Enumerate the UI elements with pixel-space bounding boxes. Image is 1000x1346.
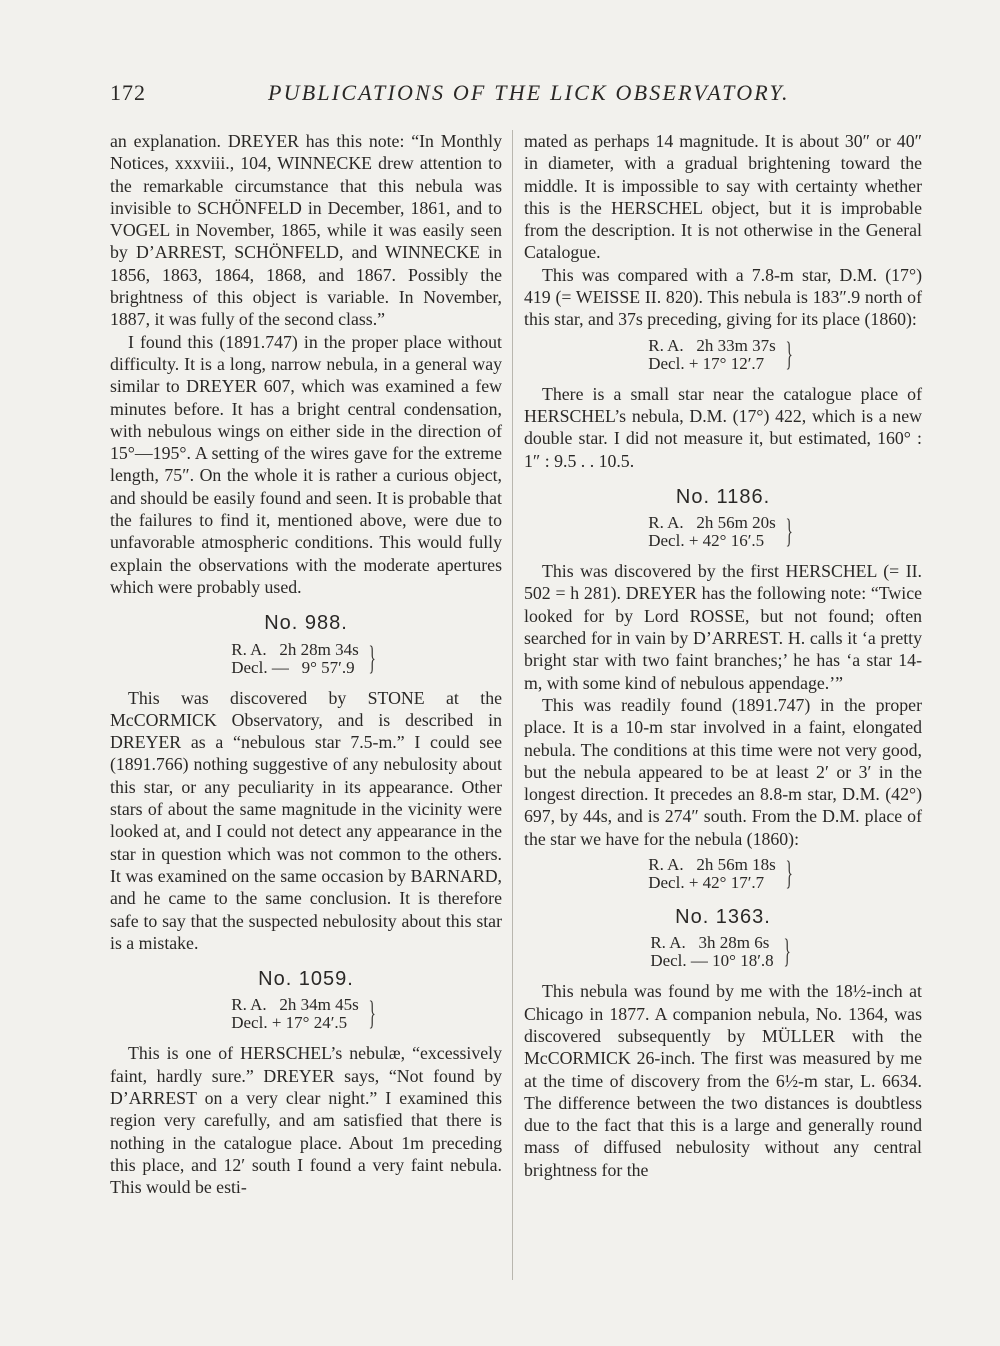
section-heading-1363: No. 1363. (675, 906, 771, 929)
paragraph: This was discovered by the first HERSCHEL (= II. 502 = h 281). DREYER has the following note: “Twice looked for by Lord ROSSE, but not found; often searched for in vain by D’ARREST. H. calls it ‘a pretty bright star with two faint branches;’ he has ‘a star 14-m, with some kind of nebulous appendage.’” (524, 561, 922, 693)
section-heading-1059: No. 1059. (258, 968, 354, 991)
decl-line: Decl. — 9° 57′.9 (231, 657, 355, 677)
ra-line: R. A. 2h 28m 34s (231, 639, 359, 659)
brace-icon: } (785, 513, 794, 551)
decl-line: Decl. + 42° 17′.7 (648, 873, 765, 893)
coordinates-1059 (110, 996, 502, 1032)
decl-line: Decl. — 10° 18′.8 (650, 951, 774, 971)
ra-line: R. A. 2h 33m 37s (648, 335, 776, 355)
ra-line: R. A. 3h 28m 6s (650, 933, 770, 953)
decl-line: Decl. + 42° 16′.5 (648, 531, 765, 551)
running-title: PUBLICATIONS OF THE LICK OBSERVATORY. (268, 80, 790, 105)
brace-icon: } (368, 995, 377, 1033)
section-heading-988: No. 988. (264, 612, 348, 635)
brace-icon: } (783, 933, 792, 971)
paragraph: This was readily found (1891.747) in the proper place. It is a 10-m star involved in a faint, elongated nebula. The conditions at this time were not very good, but the nebula appeared to be at least 2′ or 3′ in the longest direction. It precedes an 8.8-m star, D.M. (42°) 697, by 44s, and is 274″ south. From the D.M. place of the star we have for the nebula (1860): (524, 694, 922, 849)
section-heading-1186: No. 1186. (675, 485, 771, 508)
paragraph: an explanation. DREYER has this note: “In Monthly Notices, xxxviii., 104, WINNECKE drew attention to the remarkable circumstance that this nebula was invisible to SCHÖNFELD in December, 1861, and to VOGEL in November, 1865, while it was easily seen by D’ARREST, SCHÖNFELD, and WINNECKE in 1856, 1863, 1864, 1868, and 1867. Possibly the brightness of this object is variable. In November, 1887, it was fully of the second class.” (110, 131, 502, 330)
ra-line: R. A. 2h 56m 20s (648, 513, 776, 533)
paragraph: This is one of HERSCHEL’s nebulæ, “excessively faint, hardly sure.” DREYER says, “Not found by D’ARREST on a very clear night.” I examined this region very carefully, and am satisfied that there is nothing in the catalogue place. About 1m preceding this place, and 12′ south I found a very faint nebula. This would be esti- (110, 1043, 502, 1198)
ra-line: R. A. 2h 34m 45s (231, 995, 359, 1015)
paragraph: mated as perhaps 14 magnitude. It is about 30″ or 40″ in diameter, with a gradual brightening toward the middle. It is impossible to say with certainty whether this is the HERSCHEL object, but it is improbable from the description. It is not otherwise in the General Catalogue. (524, 131, 922, 263)
ra-line: R. A. 2h 56m 18s (648, 855, 776, 875)
coordinates-1186 (524, 514, 922, 550)
column-divider (512, 130, 513, 1280)
brace-icon: } (368, 639, 377, 677)
coordinates-988 (110, 641, 502, 677)
left-column (110, 130, 502, 1198)
paragraph: This was discovered by STONE at the McCORMICK Observatory, and is described in DREYER as a “nebulous star 7.5-m.” I could see (1891.766) nothing suggestive of any nebulosity about this star, or any peculiarity in its appearance. Other stars of about the same magnitude in the vicinity were looked at, and I could not detect any appearance in the star in question which was not common to the others. It was examined on the same occasion by BARNARD, and he came to the same conclusion. It is therefore safe to say that the suspected nebulosity about this star is a mistake. (110, 687, 502, 953)
coordinates-1186-dm (524, 856, 922, 892)
paragraph: This nebula was found by me with the 18½-inch at Chicago in 1877. A companion nebula, No. 1364, was discovered subsequently by MÜLLER with the McCORMICK 26-inch. The first was measured by me at the time of discovery from the 6½-m star, L. 6634. The difference between the two distances is doubtless due to the fact that this is a large and generally round mass of diffused nebulosity without any central brightness for the (524, 981, 922, 1180)
decl-line: Decl. + 17° 12′.7 (648, 353, 765, 373)
brace-icon: } (785, 855, 794, 893)
coordinates-1363 (524, 934, 922, 970)
paragraph: This was compared with a 7.8-m star, D.M. (17°) 419 (= WEISSE II. 820). This nebula is 183″.9 north of this star, and 37s preceding, giving for its place (1860): (524, 264, 922, 330)
coordinates-position-1860 (524, 337, 922, 373)
decl-line: Decl. + 17° 24′.5 (231, 1013, 348, 1033)
paragraph: There is a small star near the catalogue place of HERSCHEL’s nebula, D.M. (17°) 422, which is a new double star. I did not measure it, but estimated, 160° : 1″ : 9.5 . . 10.5. (524, 383, 922, 471)
right-column (524, 130, 922, 1181)
paragraph: I found this (1891.747) in the proper place without difficulty. It is a long, narrow nebula, in a general way similar to DREYER 607, which was examined a few minutes before. It has a bright central condensation, with nebulous wings on either side in the direction of 15°—195°. A setting of the wires gave for the extreme length, 75″. On the whole it is rather a curious object, and should be easily found and seen. It is probable that the failures to find it, mentioned above, were due to unfavorable atmospheric conditions. This would fully explain the observations with the moderate apertures which were probably used. (110, 331, 502, 597)
brace-icon: } (785, 335, 794, 373)
page-number: 172 (110, 80, 146, 105)
running-head (110, 80, 900, 110)
